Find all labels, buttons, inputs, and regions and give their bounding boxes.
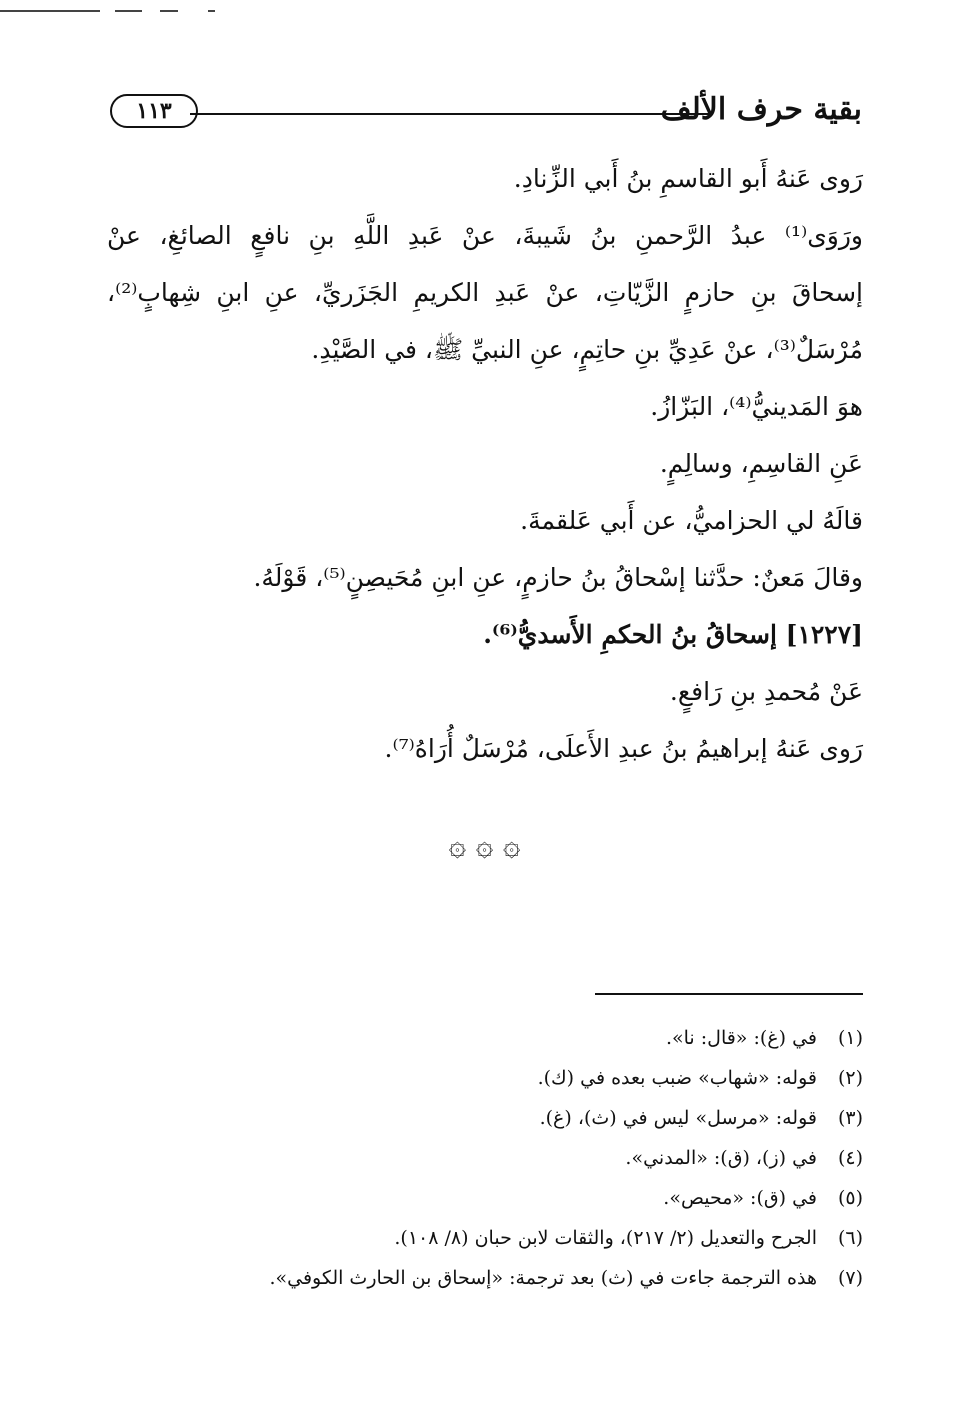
page-number: ١١٣	[110, 94, 198, 128]
footnote-number: (٧)	[837, 1267, 863, 1289]
footnote-item	[107, 1018, 863, 1058]
footnote-text: في (ق): «محيص».	[663, 1187, 817, 1209]
page-header	[110, 88, 862, 136]
text-line: عَنْ مُحمدِ بنِ رَافعٍ.	[669, 677, 863, 706]
footnote-text: في (ز)، (ق): «المدني».	[625, 1147, 817, 1169]
footnote-text: هذه الترجمة جاءت في (ث) بعد ترجمة: «إسحاق بن الحارث الكوفي».	[269, 1267, 817, 1289]
scan-edge-marks	[0, 8, 240, 14]
main-text	[107, 150, 863, 777]
entry-heading: [١٢٢٧] إسحاقُ بنُ الحكمِ الأَسديُّ⁽⁶⁾.	[483, 620, 863, 649]
footnote-separator	[595, 993, 863, 995]
text-line: مُرْسَلٌ⁽³⁾، عنْ عَدِيِّ بنِ حاتِمٍ، عنِ النبيِّ ﷺ، في الصَّيْدِ.	[311, 335, 863, 364]
text-line: إسحاقَ بنِ حازمٍ الزَّيّاتِ، عنْ عَبدِ الكريمِ الجَزَريِّ، عنِ ابنِ شِهابٍ⁽²⁾،	[107, 278, 863, 307]
footnote-number: (٢)	[837, 1067, 863, 1089]
footnote-text: قوله: «مرسل» ليس في (ث)، (غ).	[539, 1107, 817, 1129]
footnote-item	[107, 1178, 863, 1218]
footnote-number: (٤)	[837, 1147, 863, 1169]
running-title: بقية حرف الألف	[660, 92, 862, 127]
footnote-number: (٦)	[837, 1227, 863, 1249]
footnote-text: في (غ): «قال: نا».	[665, 1027, 817, 1049]
text-line: قالَهُ لي الحزاميُّ، عن أَبي عَلقمةَ.	[520, 506, 863, 535]
footnote-number: (٣)	[837, 1107, 863, 1129]
text-line: ورَوَى⁽¹⁾ عبدُ الرَّحمنِ بنُ شَيبةَ، عنْ عَبدِ اللَّهِ بنِ نافعٍ الصائغِ، عنْ	[107, 221, 863, 250]
footnote-item	[107, 1218, 863, 1258]
footnote-text: قوله: «شهاب» ضبب بعده في (ك).	[537, 1067, 817, 1089]
section-ornament: ۞ ۞ ۞	[448, 828, 521, 863]
text-line: هوَ المَدينيُّ⁽⁴⁾، البَزّازُ.	[650, 392, 863, 421]
footnote-item	[107, 1098, 863, 1138]
footnote-item	[107, 1258, 863, 1298]
text-line: عَنِ القاسِمِ، وسالِمٍ.	[659, 449, 863, 478]
footnote-number: (١)	[837, 1027, 863, 1049]
text-line: رَوى عَنهُ أَبو القاسمِ بنُ أَبي الزِّنادِ.	[513, 164, 863, 193]
text-line: وقالَ مَعنٌ: حدَّثنا إسْحاقُ بنُ حازمٍ، عنِ ابنِ مُحَيصِنٍ⁽⁵⁾، قَوْلَهُ.	[253, 563, 863, 592]
footnote-text: الجرح والتعديل (٢/ ٢١٧)، والثقات لابن حبان (٨/ ١٠٨).	[394, 1227, 817, 1249]
header-rule	[190, 113, 712, 115]
footnote-item	[107, 1058, 863, 1098]
footnote-number: (٥)	[837, 1187, 863, 1209]
footnote-item	[107, 1138, 863, 1178]
text-line: رَوى عَنهُ إبراهيمُ بنُ عبدِ الأَعلَى، مُرْسَلٌ أُرَاهُ⁽⁷⁾.	[384, 734, 863, 763]
footnotes	[107, 1018, 863, 1298]
